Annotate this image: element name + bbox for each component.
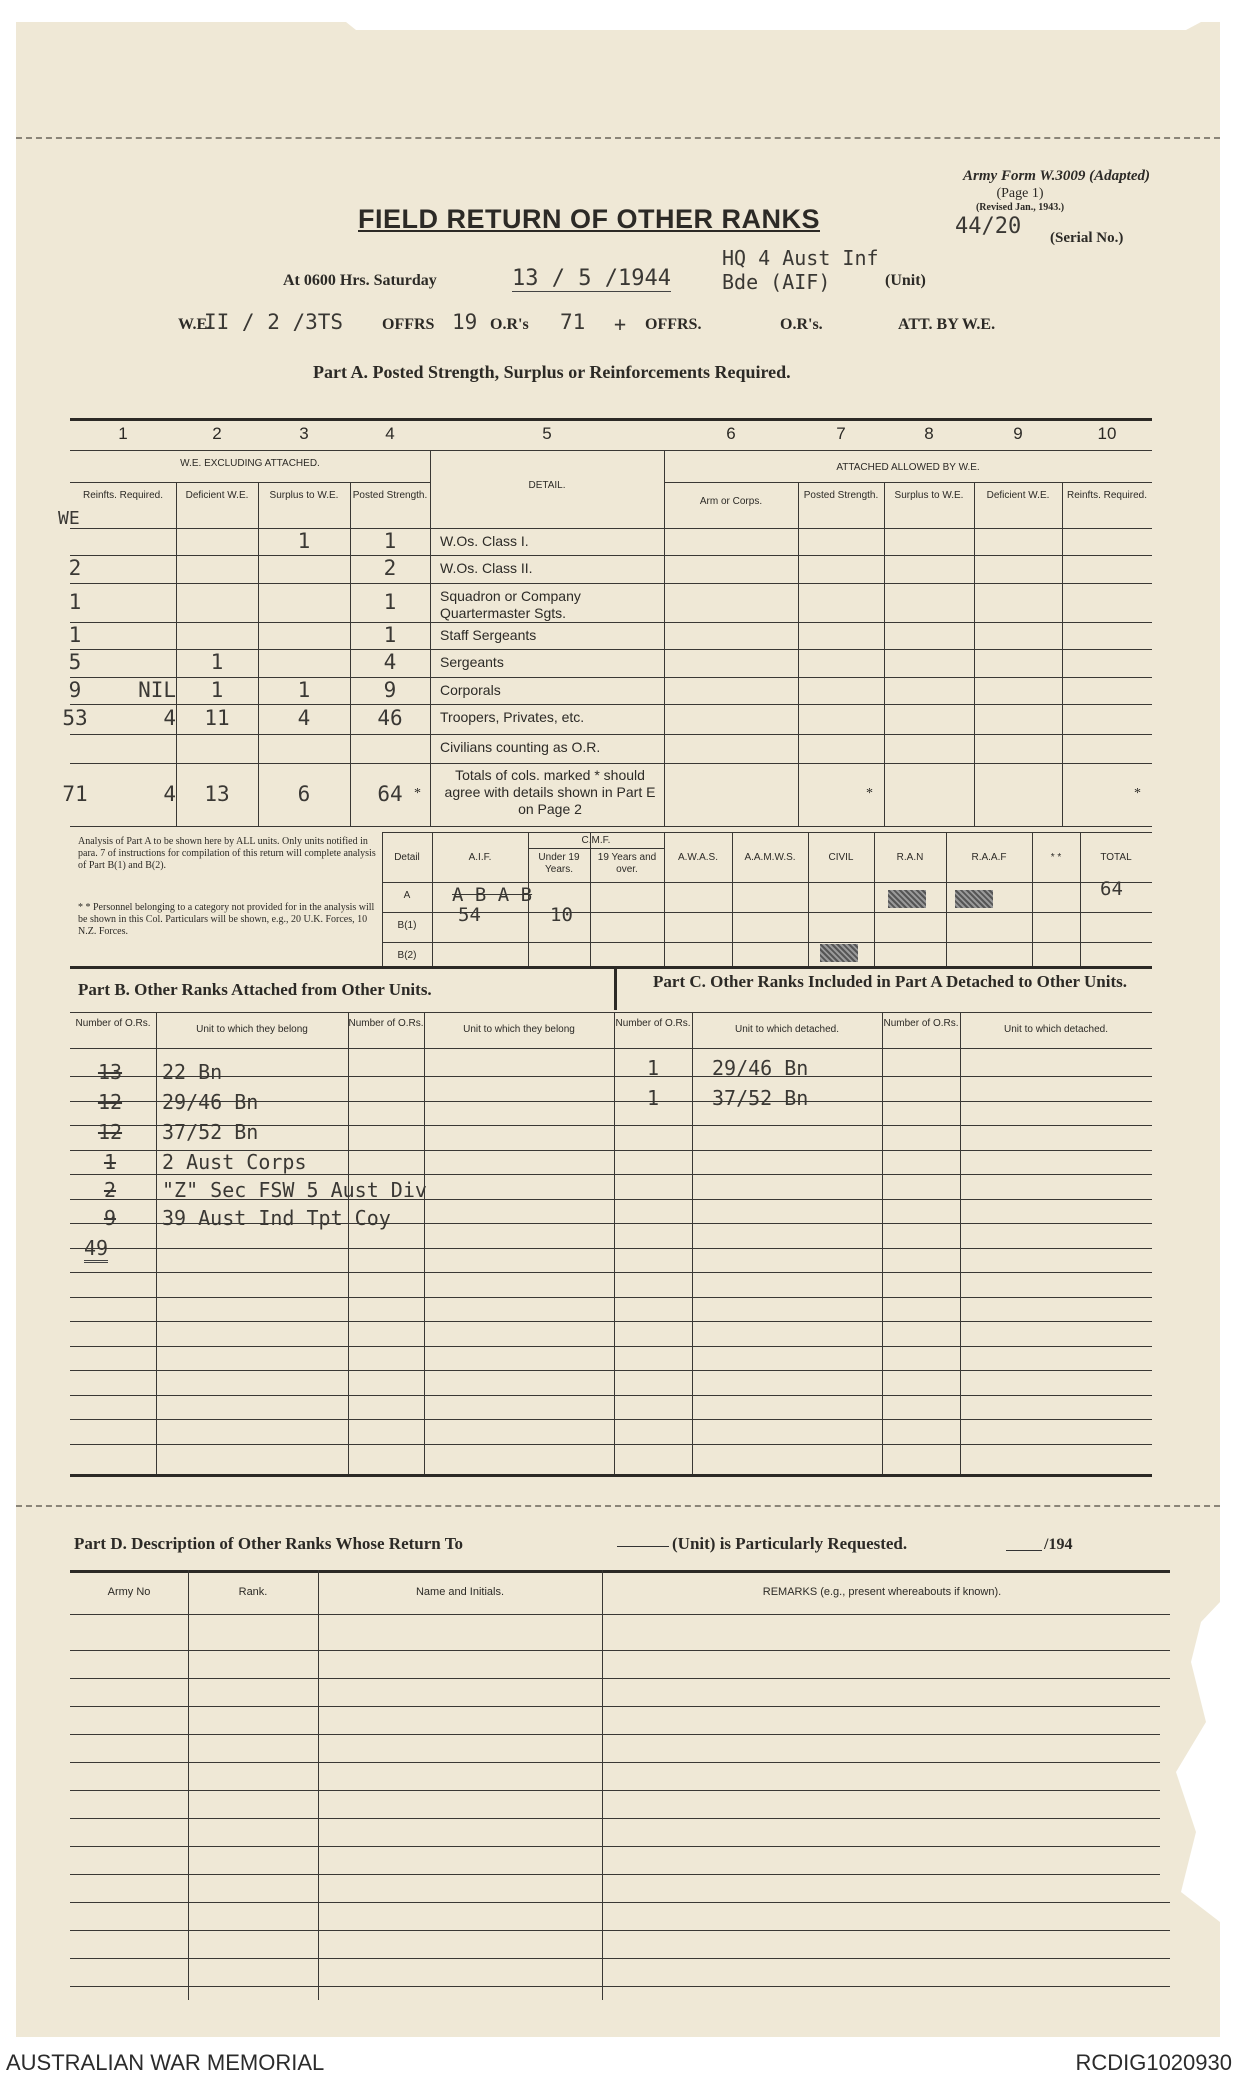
grid-line	[70, 1930, 1170, 1931]
surplus-we: 4	[297, 706, 311, 730]
grid-line	[70, 1706, 1160, 1707]
footer-left: AUSTRALIAN WAR MEMORIAL	[6, 2050, 325, 2075]
grid-head: Number of O.Rs.	[348, 1018, 424, 1029]
grid-line	[70, 1818, 1160, 1819]
we-value: 71	[62, 781, 88, 806]
grid-line	[70, 1678, 1170, 1679]
posted-strength: 64	[377, 781, 403, 806]
grid-line	[70, 1419, 1152, 1420]
we-value: 5	[68, 650, 82, 674]
analysis-note-2: * * Personnel belonging to a category not provided for in the analysis will be shown in this Col. Particulars will be shown, e.g., 20 U.K. Forces, 10 N.Z. Forces.	[78, 902, 375, 937]
posted-strength: 1	[383, 589, 397, 614]
deficient-we: 13	[204, 781, 230, 806]
unit-line-1: HQ 4 Aust Inf	[722, 246, 879, 270]
cmf-b1: 10	[550, 904, 573, 926]
analysis-other-head: * *	[1050, 852, 1062, 863]
grid-head: Unit to which detached.	[735, 1024, 839, 1035]
grid-line	[70, 1174, 1152, 1175]
column-number: 4	[385, 424, 395, 443]
grid-line	[70, 1874, 1160, 1875]
posted-strength: 1	[383, 622, 397, 647]
ors2-label: O.R's.	[780, 316, 823, 333]
part-b-unit: 37/52 Bn	[162, 1120, 259, 1144]
detail-label: Corporals	[440, 682, 501, 698]
grid-head: Unit to which they belong	[463, 1024, 575, 1035]
column-number: 6	[726, 424, 736, 443]
column-number: 10	[1097, 424, 1117, 443]
posted-strength: 46	[377, 706, 403, 730]
grid-col-line	[882, 1012, 883, 1474]
grid-col-line	[318, 1570, 319, 2000]
right-group-head: ATTACHED ALLOWED BY W.E.	[836, 462, 980, 473]
grid-line	[70, 1248, 1152, 1249]
part-d-title: Part D. Description of Other Ranks Whose Return To	[74, 1534, 463, 1553]
deficient-we: 1	[210, 650, 224, 674]
detail-label: W.Os. Class II.	[440, 560, 533, 576]
column-number: 5	[542, 424, 552, 443]
row-line	[70, 555, 1152, 556]
part-b-unit: 2 Aust Corps	[162, 1150, 307, 1174]
posted-strength: 9	[383, 677, 397, 702]
part-b-number: 2	[103, 1178, 117, 1202]
column-head: Reinfts. Required.	[1066, 490, 1148, 501]
part-c-unit: 37/52 Bn	[712, 1086, 809, 1110]
column-head: Reinfts. Required.	[82, 490, 164, 501]
posted-strength: 2	[383, 556, 397, 580]
ors-label: O.R's	[490, 316, 529, 333]
we-value: II / 2 /3TS	[204, 310, 344, 334]
grid-col-line	[614, 1012, 615, 1474]
grid-line	[70, 1321, 1152, 1322]
left-group-head: W.E. EXCLUDING ATTACHED.	[180, 458, 320, 469]
revised-label: (Revised Jan., 1943.)	[975, 202, 1065, 213]
surplus-we: 1	[297, 677, 311, 702]
analysis-awas-head: A.W.A.S.	[677, 852, 718, 863]
serial-label: (Serial No.)	[1050, 230, 1124, 246]
we-value: 9	[68, 677, 82, 702]
grid-line	[70, 1650, 1170, 1651]
part-b-total: 49	[84, 1236, 108, 1263]
column-head: Posted Strength.	[803, 490, 879, 501]
part-c-number: 1	[646, 1056, 660, 1080]
at-hours-label: At 0600 Hrs. Saturday	[283, 272, 437, 289]
reinfts-required: 4	[163, 706, 176, 730]
grid-col-line	[348, 1012, 349, 1474]
grid-line	[70, 1958, 1170, 1959]
part-d-date: /194	[1044, 1536, 1073, 1553]
analysis-aamws-head: A.A.M.W.S.	[744, 852, 796, 863]
att-label: ATT. BY W.E.	[898, 316, 996, 333]
unit-label: (Unit)	[885, 272, 926, 289]
grid-col-line	[692, 1012, 693, 1474]
row-line	[70, 734, 1152, 735]
we-value: 2	[68, 556, 82, 580]
column-head: Surplus to W.E.	[269, 490, 339, 501]
redaction-ran	[888, 890, 926, 908]
grid-col-line	[424, 1012, 425, 1474]
column-head: Deficient W.E.	[986, 490, 1050, 501]
posted-strength: 4	[383, 650, 397, 674]
reinfts-required: 4	[163, 781, 176, 806]
detail-label: Staff Sergeants	[440, 627, 537, 643]
part-a-title: Part A. Posted Strength, Surplus or Reinforcements Required.	[313, 362, 791, 382]
surplus-we: 6	[297, 781, 311, 806]
reinfts-required: NIL	[138, 677, 176, 702]
analysis-total-head: TOTAL	[1100, 852, 1132, 863]
analysis-detail-head: Detail	[394, 852, 420, 863]
part-c-number: 1	[646, 1086, 660, 1110]
column-head: Arm or Corps.	[699, 496, 763, 507]
column-number: 1	[118, 424, 128, 443]
column-number: 2	[212, 424, 222, 443]
grid-line	[70, 1076, 1152, 1077]
detail-label: Civilians counting as O.R.	[440, 739, 601, 755]
row-line	[70, 583, 1152, 584]
grid-line	[70, 1370, 1152, 1371]
part-b-unit: "Z" Sec FSW 5 Aust Div	[162, 1178, 427, 1202]
grid-line	[70, 1297, 1152, 1298]
page-title: FIELD RETURN OF OTHER RANKS	[358, 204, 820, 234]
grid-head: Number of O.Rs.	[883, 1018, 959, 1029]
grid-line	[70, 1790, 1160, 1791]
grid-head: Unit to which detached.	[1004, 1024, 1108, 1035]
part-d-head: REMARKS (e.g., present whereabouts if known).	[762, 1586, 1002, 1598]
grid-line	[70, 1444, 1152, 1445]
posted-strength: 1	[383, 528, 397, 553]
grid-line	[70, 1734, 1160, 1735]
offrs-value: 19	[452, 310, 478, 334]
star-col7: *	[866, 786, 873, 801]
part-d-head: Rank.	[238, 1586, 268, 1598]
detail-head: DETAIL.	[528, 480, 566, 491]
grid-line	[70, 1846, 1160, 1847]
return-date: 13 / 5 /1944	[512, 266, 671, 291]
analysis-raaf-head: R.A.A.F	[971, 852, 1007, 863]
detail-label: Sergeants	[440, 654, 504, 670]
ors-value: 71	[560, 310, 586, 334]
part-b-number: 12	[97, 1090, 123, 1114]
column-number: 3	[299, 424, 309, 443]
analysis-aif-head: A.I.F.	[468, 852, 492, 863]
analysis-ran-head: R.A.N	[896, 852, 924, 863]
part-c-title: Part C. Other Ranks Included in Part A Detached to Other Units.	[653, 972, 1127, 991]
grid-head: Number of O.Rs.	[615, 1018, 691, 1029]
aif-b1: 54	[458, 904, 481, 926]
grid-head: Unit to which they belong	[196, 1024, 308, 1035]
grid-line	[70, 1902, 1170, 1903]
footer-right: RCDIG1020930	[1075, 2050, 1232, 2075]
star-col10: *	[1134, 786, 1141, 801]
fold-line-middle	[16, 1505, 1220, 1507]
grid-col-line	[156, 1012, 157, 1474]
we-value: 53	[62, 706, 88, 730]
part-b-number: 1	[103, 1150, 117, 1174]
grid-line	[70, 1395, 1152, 1396]
grid-col-line	[960, 1012, 961, 1474]
we-value: 1	[68, 622, 82, 647]
star-col4: *	[414, 786, 421, 801]
analysis-under19-head: Under 19 Years.	[538, 852, 580, 875]
detail-label: Troopers, Privates, etc.	[440, 709, 585, 725]
column-head: Deficient W.E.	[185, 490, 249, 501]
analysis-row-label: B(1)	[397, 920, 417, 931]
row-line	[70, 622, 1152, 623]
column-head: Surplus to W.E.	[894, 490, 964, 501]
table-a-top	[70, 418, 1152, 421]
redaction-raaf	[955, 890, 993, 908]
part-d-title-mid: (Unit) is Particularly Requested.	[672, 1534, 908, 1553]
row-line	[70, 704, 1152, 705]
detail-label: Totals of cols. marked * should agree with details shown in Part E on Page 2	[444, 767, 656, 817]
offrs-label: OFFRS	[382, 316, 435, 333]
unit-line-2: Bde (AIF)	[722, 270, 831, 294]
row-line	[70, 763, 1152, 764]
redaction-civil	[820, 944, 858, 962]
analysis-civil-head: CIVIL	[828, 852, 854, 863]
part-c-unit: 29/46 Bn	[712, 1056, 809, 1080]
analysis-over19-head: 19 Years and over.	[597, 852, 657, 875]
fold-line-top	[16, 137, 1220, 139]
column-head: Posted Strength.	[352, 490, 428, 501]
total-a: 64	[1100, 878, 1123, 900]
analysis-row-label: A	[403, 890, 411, 901]
we-mark: WE	[58, 508, 80, 529]
grid-line	[70, 1762, 1160, 1763]
grid-line	[70, 1986, 1170, 1987]
grid-line	[70, 1272, 1152, 1273]
analysis-row-label: B(2)	[397, 950, 417, 961]
analysis-note-1: Analysis of Part A to be shown here by ALL units. Only units notified in para. 7 of instructions for compilation of this return will complete analysis of Part B(1) and B(2).	[78, 836, 376, 871]
detail-label: W.Os. Class I.	[440, 533, 529, 549]
plus-sign: +	[614, 312, 627, 336]
column-number: 7	[836, 424, 846, 443]
part-b-unit: 22 Bn	[162, 1060, 223, 1084]
deficient-we: 11	[204, 706, 230, 730]
part-b-number: 9	[103, 1206, 117, 1230]
analysis-cmf-head: C.M.F.	[581, 835, 611, 846]
surplus-we: 1	[297, 528, 311, 553]
column-number: 9	[1013, 424, 1023, 443]
offrs2-label: OFFRS.	[645, 316, 702, 333]
grid-col-line	[188, 1570, 189, 2000]
part-b-unit: 29/46 Bn	[162, 1090, 259, 1114]
we-label: W.E.	[178, 316, 212, 333]
detail-label: Squadron or Company Quartermaster Sgts.	[440, 588, 581, 621]
part-b-number: 12	[97, 1120, 123, 1144]
serial-number: 44/20	[955, 214, 1022, 239]
deficient-we: 1	[210, 677, 224, 702]
column-number: 8	[924, 424, 934, 443]
part-d-head: Army No	[107, 1586, 151, 1598]
analysis-a-handwriting: A B A B	[452, 884, 533, 906]
part-d-head: Name and Initials.	[415, 1586, 505, 1598]
grid-head: Number of O.Rs.	[75, 1018, 151, 1029]
grid-col-line	[602, 1570, 603, 2000]
grid-line	[70, 1346, 1152, 1347]
page-label: (Page 1)	[996, 186, 1044, 201]
part-b-title: Part B. Other Ranks Attached from Other Units.	[78, 980, 432, 999]
we-value: 1	[68, 589, 82, 614]
part-b-unit: 39 Aust Ind Tpt Coy	[162, 1206, 391, 1230]
army-form-label: Army Form W.3009 (Adapted)	[963, 168, 1150, 184]
part-b-number: 13	[97, 1060, 123, 1084]
